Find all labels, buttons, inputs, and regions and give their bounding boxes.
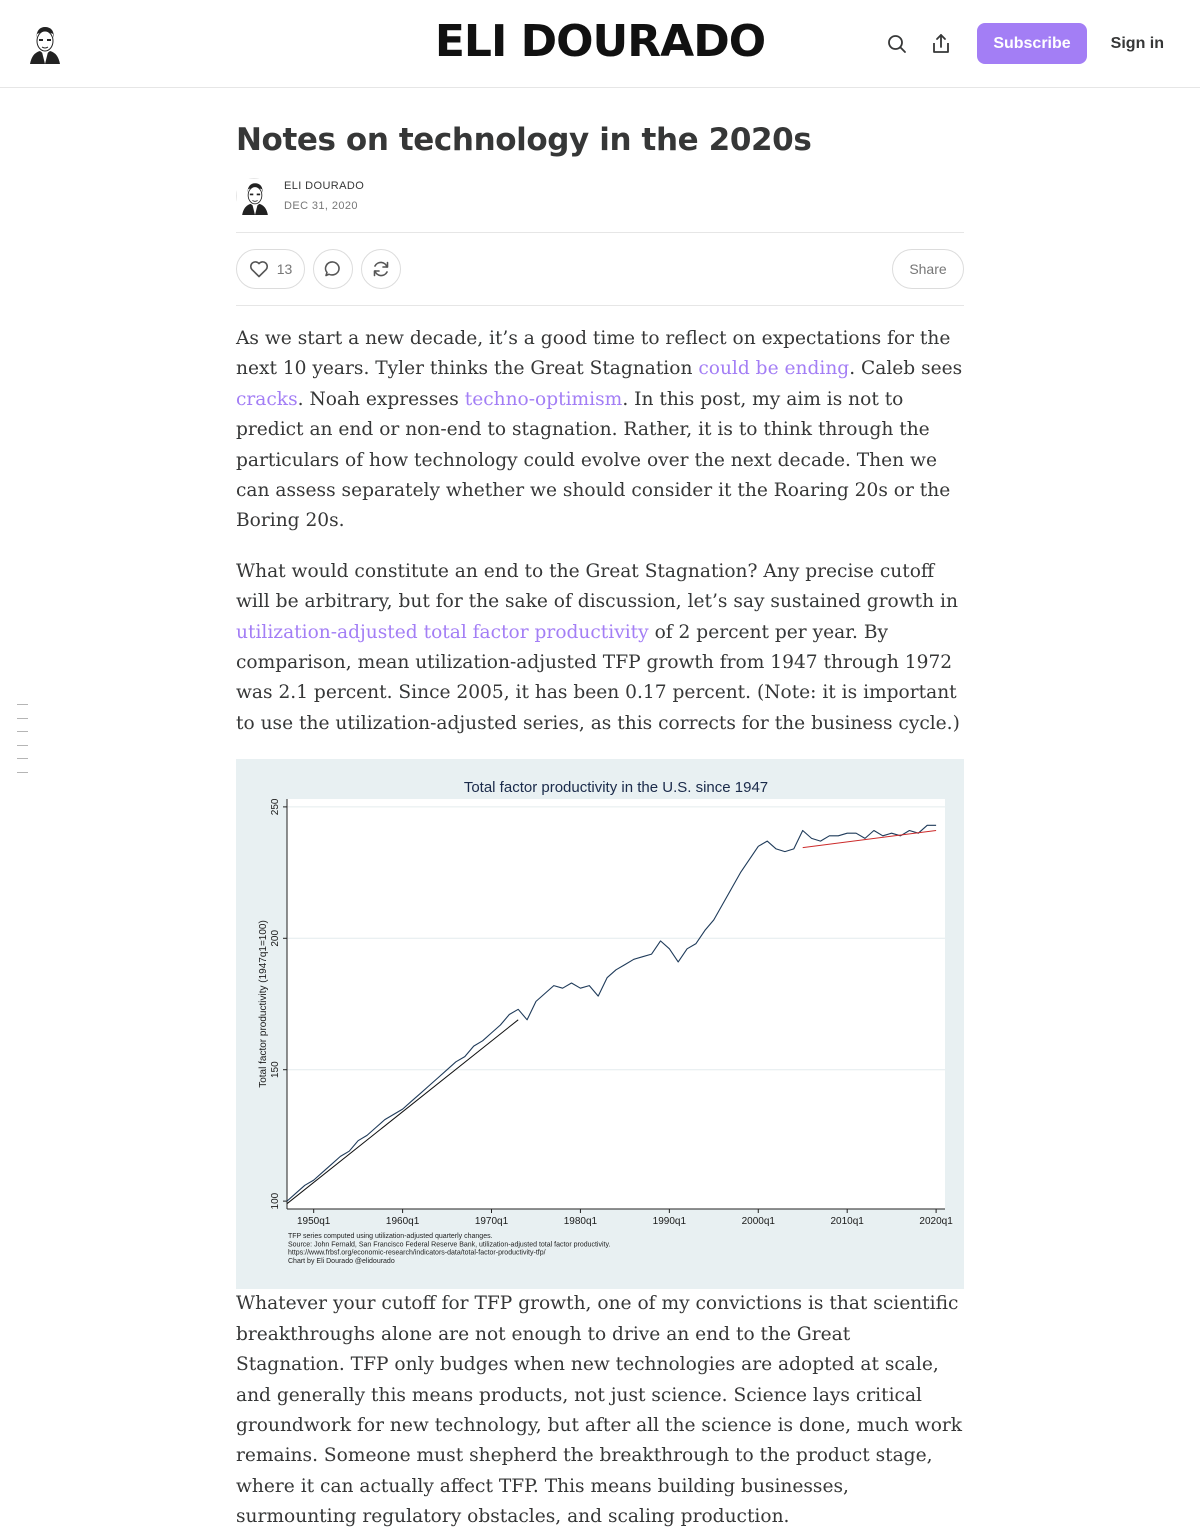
y-tick-label: 250	[270, 798, 281, 816]
text-run: . Noah expresses	[297, 388, 465, 410]
tfp-chart-figure[interactable]	[236, 759, 964, 1289]
x-tick-label: 1950q1	[296, 1216, 331, 1228]
toc-mark[interactable]	[17, 704, 28, 705]
top-navigation-bar	[0, 0, 1200, 88]
link-utilization-adjusted-tfp[interactable]: utilization-adjusted total factor productivity	[236, 621, 649, 643]
share-upload-button[interactable]	[919, 23, 963, 64]
byline-meta	[284, 180, 364, 212]
footnote-line: https://www.frbsf.org/economic-research/indicators-data/total-factor-productivity-tfp/	[288, 1249, 546, 1257]
portrait-icon	[237, 179, 273, 215]
share-icon	[931, 33, 951, 55]
x-tick-label: 2020q1	[919, 1216, 953, 1228]
like-button[interactable]	[236, 249, 305, 289]
header-actions	[875, 23, 1164, 64]
toc-mark[interactable]	[17, 772, 28, 773]
text-run: . In this post, my aim is not to predict an end or non-end to stagnation. Rather, it is to think through the particulars of how technology could evolve over the next decade. Then we can assess separately whether we should consider it the Roaring 20s or the Boring 20s.	[236, 388, 951, 532]
heart-icon	[249, 260, 269, 278]
y-tick-label: 200	[270, 930, 281, 947]
sign-in-link[interactable]: Sign in	[1110, 34, 1164, 52]
chart-footnote	[288, 1233, 610, 1265]
x-tick-label: 1960q1	[385, 1216, 420, 1228]
plot-area	[287, 799, 945, 1209]
post-actions	[236, 232, 964, 306]
comment-button[interactable]	[313, 249, 353, 289]
link-techno-optimism[interactable]: techno-optimism	[464, 388, 623, 410]
x-tick-label: 1970q1	[474, 1216, 509, 1228]
table-of-contents-marks[interactable]	[17, 704, 29, 785]
footnote-line: TFP series computed using utilization-adjusted quarterly changes.	[288, 1233, 493, 1241]
search-icon	[887, 34, 907, 54]
paragraph-convictions: Whatever your cutoff for TFP growth, one of my convictions is that scientific breakthroughs alone are not enough to drive an end to the Great Stagnation. TFP only budges when new technologies are adopted at scale, and generally this means products, not just science. Science lays critical groundwork for new technology, but after all the science is done, much work remains. Someone must shepherd the breakthrough to the product stage, where it can actually affect TFP. This means building businesses, surmounting regulatory obstacles, and scaling production.	[236, 1293, 963, 1528]
x-tick-label: 1990q1	[652, 1216, 687, 1228]
toc-mark[interactable]	[17, 731, 28, 732]
text-run: . Caleb sees	[849, 358, 963, 380]
author-name[interactable]: ELI DOURADO	[284, 180, 365, 192]
byline	[236, 176, 964, 216]
chart-title: Total factor productivity in the U.S. since 1947	[463, 779, 769, 797]
subscribe-button[interactable]: Subscribe	[977, 23, 1086, 64]
y-tick-label: 100	[270, 1193, 281, 1210]
restack-button[interactable]	[361, 249, 401, 289]
text-run: What would constitute an end to the Great Stagnation? Any precise cutoff will be arbitrary, but for the sake of discussion, let’s say sustained growth in	[236, 560, 958, 613]
tfp-chart	[236, 759, 964, 1289]
paragraph-definition	[236, 557, 964, 739]
footnote-line: Chart by Eli Dourado @elidourado	[288, 1258, 395, 1266]
paragraph-intro	[236, 324, 964, 537]
post-title: Notes on technology in the 2020s	[236, 122, 812, 158]
post-article	[236, 120, 964, 1533]
link-cracks[interactable]: cracks	[236, 388, 298, 410]
share-button[interactable]: Share	[892, 249, 964, 289]
toc-mark[interactable]	[17, 758, 28, 759]
like-count: 13	[276, 261, 293, 277]
post-date: DEC 31, 2020	[284, 200, 358, 212]
comment-icon	[324, 260, 342, 278]
publication-name[interactable]: ELI DOURADO	[434, 16, 766, 67]
text-run: As we start a new decade, it’s a good time to reflect on expectations for the next 10 years. Tyler thinks the Great Stagnation	[236, 328, 951, 380]
x-tick-label: 2010q1	[830, 1216, 864, 1228]
search-button[interactable]	[875, 23, 919, 64]
x-tick-label: 2000q1	[741, 1216, 775, 1228]
link-could-be-ending[interactable]: could be ending	[698, 358, 850, 380]
y-tick-label: 150	[270, 1061, 281, 1079]
footnote-line: Source: John Fernald, San Francisco Federal Reserve Bank, utilization-adjusted total factor productivity.	[288, 1241, 611, 1249]
restack-icon	[371, 260, 391, 278]
x-tick-label: 1980q1	[563, 1216, 598, 1228]
toc-mark[interactable]	[17, 745, 28, 746]
y-axis-label: Total factor productivity (1947q1=100)	[258, 920, 269, 1089]
toc-mark[interactable]	[17, 718, 28, 719]
author-avatar[interactable]	[236, 178, 272, 214]
text-run: of 2 percent per year. By comparison, mean utilization-adjusted TFP growth from 1947 through 1972 was 2.1 percent. Since 2005, it has been 0.17 percent. (Note: it is important to use the utilization-adjusted series, as this corrects for the business cycle.)	[236, 621, 960, 734]
